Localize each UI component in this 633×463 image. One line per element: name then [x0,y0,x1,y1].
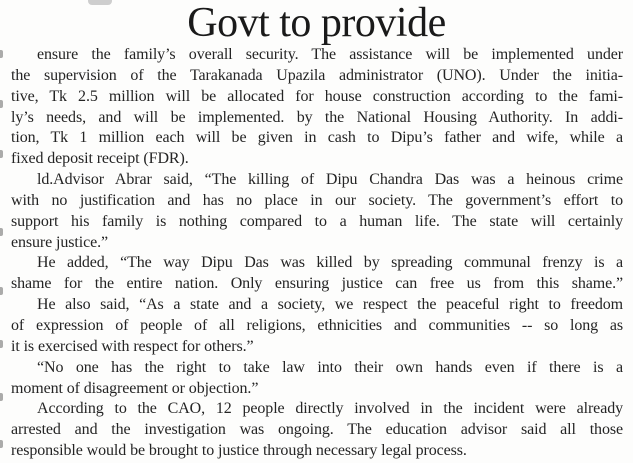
article-line: responsible would be brought to justice through necessary legal process. [11,442,467,460]
scan-artifact [0,228,3,236]
article-line: with no justification and has no place in our society. The government’s effort to [11,191,623,209]
scan-artifact [88,0,112,5]
article-line: the supervision of the Tarakanada Upazila administrator (UNO). Under the initia- [11,66,623,84]
article-line: arrested and the investigation was ongoing. The education advisor said all those [11,421,623,439]
article-line: of expression of people of all religions, ethnicities and communities -- so long as [11,316,623,334]
article-body [0,45,633,462]
article-headline: Govt to provide [187,0,446,46]
scan-artifact [0,100,3,108]
article-line: fixed deposit receipt (FDR). [11,150,189,168]
article-line: it is exercised with respect for others.” [11,337,254,355]
scan-artifact [0,287,3,295]
article-line: According to the CAO, 12 people directly involved in the incident were already [37,400,623,418]
article-line: ld.Advisor Abrar said, “The killing of Dipu Chandra Das was a heinous crime [37,171,623,189]
article-line: tive, Tk 2.5 million will be allocated for house construction according to the fami- [11,87,623,105]
article-line: He added, “The way Dipu Das was killed by spreading communal frenzy is a [37,254,623,272]
article-line: moment of disagreement or objection.” [11,379,259,397]
article-line: ensure justice.” [11,233,109,251]
scan-artifact [0,393,3,401]
scan-artifact [0,440,3,448]
article-line: ly’s needs, and will be implemented. by the National Housing Authority. In addi- [11,108,623,126]
scan-artifact [0,150,3,158]
article-line: shame for the entire nation. Only ensuring justice can free us from this shame.” [11,275,623,293]
article-line: tion, Tk 1 million each will be given in cash to Dipu’s father and wife, while a [11,129,623,147]
article-line: ensure the family’s overall security. The assistance will be implemented under [37,46,623,63]
article-line: support his family is nothing compared to a human life. The state will certainly [11,212,623,230]
scan-artifact [0,50,3,58]
article-line: He also said, “As a state and a society, we respect the peaceful right to freedom [37,296,623,314]
scan-artifact [0,340,3,348]
article-line: “No one has the right to take law into their own hands even if there is a [37,358,623,376]
